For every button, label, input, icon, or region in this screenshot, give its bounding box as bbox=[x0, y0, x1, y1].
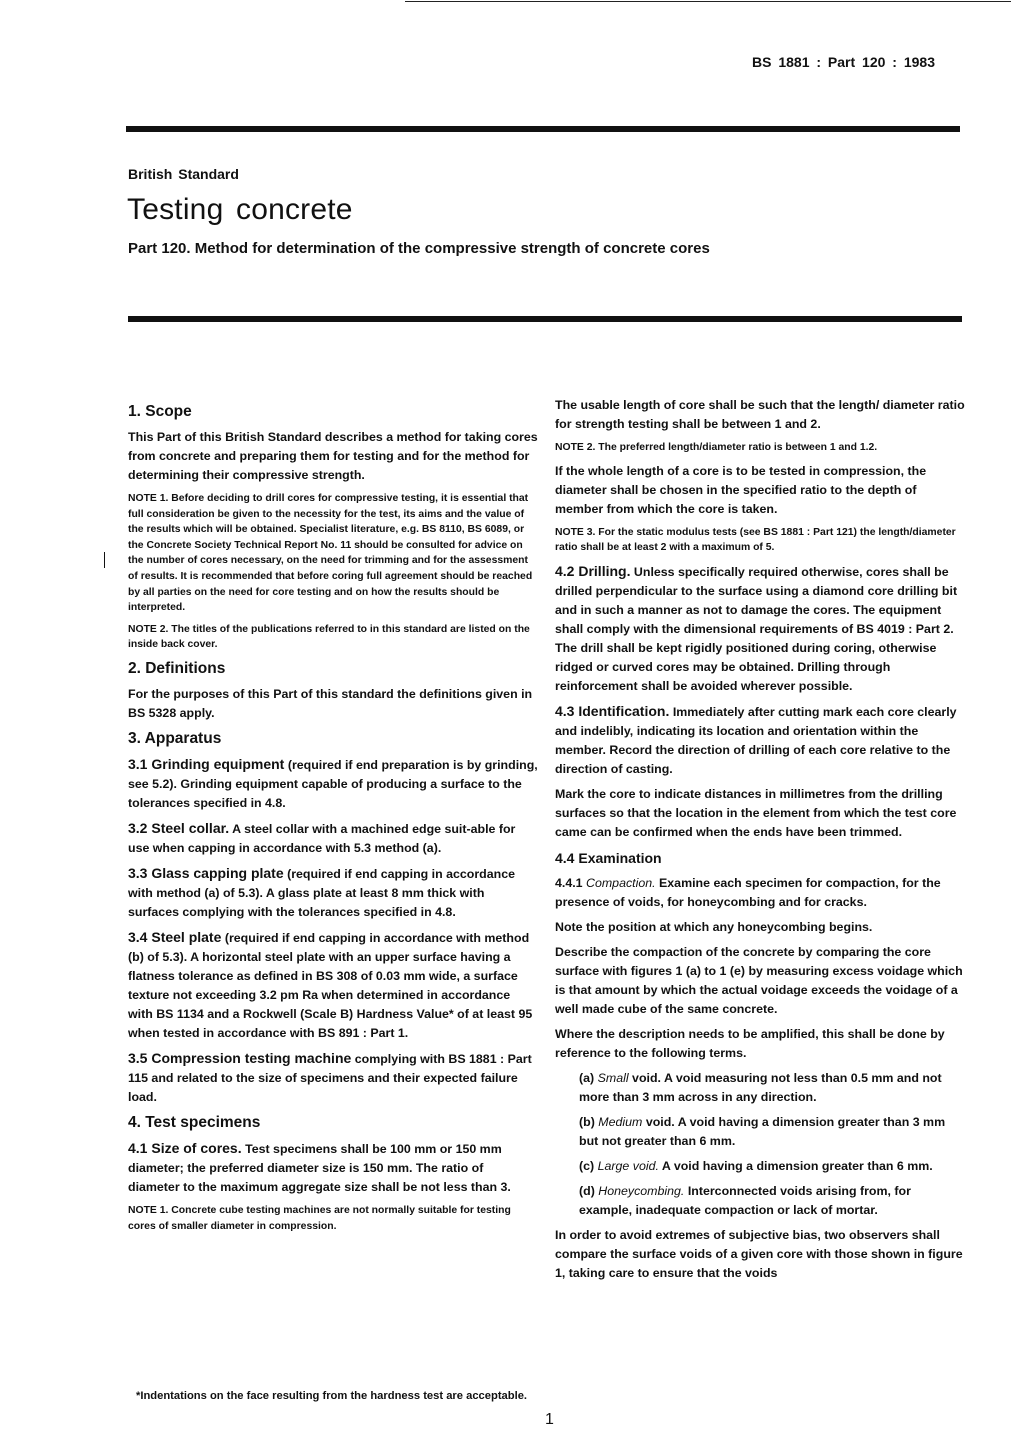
term-label: (b) bbox=[579, 1114, 595, 1129]
clause-label: 3.1 Grinding equipment bbox=[128, 755, 285, 772]
section-heading-examination: 4.4 Examination bbox=[555, 849, 662, 866]
whole-length-paragraph: If the whole length of a core is to be tested in compression, the diameter shall be chosen in the specified ratio to the depth of member from which the core is taken. bbox=[555, 463, 927, 516]
clause-label: 4.1 Size of cores. bbox=[128, 1139, 242, 1156]
term-text: void. A void measuring not less than 0.5 mm and not more than 3 mm across in any direction. bbox=[579, 1070, 942, 1104]
clause-text: Immediately after cutting mark each core clearly and indelibly, indicating its location and orientation within the member. Record the direction of drilling of each core relative to the direction of casting. bbox=[555, 704, 957, 776]
clause-label: 4.4.1 bbox=[555, 875, 583, 890]
clause-3-1 bbox=[128, 755, 538, 813]
clause-text: (required if end capping in accordance with method (a) of 5.3). A glass plate at least 8 mm thick with surfaces complying with the tolerances specified in 4.8. bbox=[128, 866, 515, 919]
clause-label: 3.5 Compression testing machine bbox=[128, 1049, 352, 1066]
clause-3-2 bbox=[128, 819, 538, 858]
clause-4-2 bbox=[555, 562, 967, 696]
clause-label: 3.2 Steel collar. bbox=[128, 819, 230, 836]
term-text: A void having a dimension greater than 6 mm. bbox=[661, 1158, 933, 1173]
left-column bbox=[128, 396, 538, 1240]
term-name: Small bbox=[597, 1070, 629, 1085]
clause-3-5 bbox=[128, 1049, 538, 1107]
clause-3-3 bbox=[128, 864, 538, 922]
clause-text: Examine each specimen for compaction, for the presence of voids, for honeycombing and for cracks. bbox=[555, 875, 941, 909]
compaction-description-paragraph: Describe the compaction of the concrete by comparing the core surface with figures 1 (a) to 1 (e) by measuring excess voidage which is that amount by which the actual voidage exceeds the voidage of a well made cube of the same concrete. bbox=[555, 944, 963, 1016]
term-medium-void bbox=[579, 1113, 967, 1151]
clause-text: (required if end capping in accordance with method (b) of 5.3). A horizontal steel plate with an upper surface having a flatness tolerance as defined in BS 308 of 0.03 mm wide, a surface texture not exceeding 3.2 pm Ra when determined in accordance with BS 1134 and a Rockwell (Scale B) Hardness Value* of at least 95 when tested in accordance with BS 891 : Part 1. bbox=[128, 930, 533, 1040]
top-rule bbox=[405, 1, 1011, 2]
clause-label: 3.3 Glass capping plate bbox=[128, 864, 284, 881]
specimen-note-1: NOTE 1. Concrete cube testing machines are not normally suitable for testing cores of smaller diameter in compression. bbox=[128, 1204, 511, 1232]
section-heading-test-specimens: 4. Test specimens bbox=[128, 1113, 261, 1131]
term-label: (d) bbox=[579, 1183, 595, 1198]
document-kicker: British Standard bbox=[128, 166, 239, 182]
scope-note-2: NOTE 2. The titles of the publications referred to in this standard are listed on the inside back cover. bbox=[128, 623, 530, 651]
document-subtitle: Part 120. Method for determination of the compressive strength of concrete cores bbox=[128, 240, 710, 257]
term-text: void. A void having a dimension greater than 3 mm but not greater than 6 mm. bbox=[579, 1114, 946, 1148]
term-small-void bbox=[579, 1069, 967, 1107]
scope-paragraph: This Part of this British Standard describes a method for taking cores from concrete and preparing them for testing and for the method for determining their compressive strength. bbox=[128, 430, 538, 482]
term-label: (c) bbox=[579, 1158, 595, 1173]
clause-3-4 bbox=[128, 928, 538, 1043]
term-label: (a) bbox=[579, 1070, 595, 1085]
scope-note-1: NOTE 1. Before deciding to drill cores for compressive testing, it is essential that full consideration be given to the necessity for the test, its aims and the value of the results which will be obtained. Specialist literature, e.g. BS 8110, BS 6089, or the Concrete Society Technical Report No. 11 should be consulted for advice on the number of cores necessary, on the need for trimming and for the assessment of results. It is recommended that before coring full agreement should be reached by all parties on the need for core testing and on how the results should be interpreted. bbox=[128, 493, 533, 614]
header-rule-bottom bbox=[128, 316, 962, 322]
term-name: Medium bbox=[598, 1114, 643, 1129]
clause-text: complying with BS 1881 : Part 115 and related to the size of specimens and their expected failure load. bbox=[128, 1051, 532, 1104]
right-column bbox=[555, 396, 967, 1289]
clause-text: Test specimens shall be 100 mm or 150 mm diameter; the preferred diameter size is 150 mm. The ratio of diameter to the maximum aggregate size shall be not less than 3. bbox=[128, 1141, 511, 1194]
hardness-footnote: *Indentations on the face resulting from the hardness test are acceptable. bbox=[136, 1390, 528, 1402]
document-title: Testing concrete bbox=[127, 193, 353, 226]
amplification-paragraph: Where the description needs to be amplified, this shall be done by reference to the following terms. bbox=[555, 1026, 945, 1060]
term-honeycombing bbox=[579, 1182, 967, 1220]
change-bar bbox=[104, 552, 105, 568]
standard-code: BS 1881 : Part 120 : 1983 bbox=[752, 54, 935, 70]
clause-text: (required if end preparation is by grinding, see 5.2). Grinding equipment capable of producing a surface to the tolerances specified in 4.8. bbox=[128, 757, 538, 810]
clause-text: A steel collar with a machined edge suit-able for use when capping in accordance with 5.3 method (a). bbox=[128, 821, 516, 855]
length-note-3: NOTE 3. For the static modulus tests (see BS 1881 : Part 121) the length/diameter ratio shall be at least 2 with a maximum of 5. bbox=[555, 526, 956, 554]
clause-label: 4.2 Drilling. bbox=[555, 562, 631, 579]
section-heading-definitions: 2. Definitions bbox=[128, 659, 226, 677]
marking-paragraph: Mark the core to indicate distances in millimetres from the drilling surfaces so that the location in the element from which the test core came can be confirmed when the ends have been trimmed. bbox=[555, 786, 957, 839]
term-text: Interconnected voids arising from, for example, inadequate compaction or lack of mortar. bbox=[579, 1183, 911, 1217]
clause-title: Compaction. bbox=[586, 875, 656, 890]
header-rule-top bbox=[126, 126, 960, 132]
term-name: Honeycombing. bbox=[598, 1183, 685, 1198]
clause-4-1 bbox=[128, 1139, 538, 1197]
section-heading-scope: 1. Scope bbox=[128, 403, 192, 420]
term-large-void bbox=[579, 1157, 967, 1176]
clause-4-3 bbox=[555, 702, 967, 779]
clause-text: Unless specifically required otherwise, cores shall be drilled perpendicular to the surface using a diamond core drilling bit and in such a manner as not to damage the cores. The equipment shall comply with the dimensional requirements of BS 4019 : Part 2. The drill shall be kept rigidly positioned during coring, otherwise ridged or curved cores may be obtained. Drilling through reinforcement shall be avoided wherever possible. bbox=[555, 564, 958, 693]
length-paragraph: The usable length of core shall be such that the length/ diameter ratio for strength testing shall be between 1 and 2. bbox=[555, 398, 965, 431]
definitions-paragraph: For the purposes of this Part of this standard the definitions given in BS 5328 apply. bbox=[128, 686, 533, 720]
clause-label: 3.4 Steel plate bbox=[128, 928, 222, 945]
honeycombing-paragraph: Note the position at which any honeycombing begins. bbox=[555, 919, 873, 934]
bias-paragraph: In order to avoid extremes of subjective bias, two observers shall compare the surface voids of a given core with those shown in figure 1, taking care to ensure that the voids bbox=[555, 1227, 963, 1280]
clause-label: 4.3 Identification. bbox=[555, 702, 670, 719]
clause-4-4-1 bbox=[555, 874, 967, 912]
page-number: 1 bbox=[545, 1411, 554, 1428]
term-name: Large void. bbox=[597, 1158, 659, 1173]
length-note-2: NOTE 2. The preferred length/diameter ratio is between 1 and 1.2. bbox=[555, 442, 878, 453]
section-heading-apparatus: 3. Apparatus bbox=[128, 729, 222, 747]
